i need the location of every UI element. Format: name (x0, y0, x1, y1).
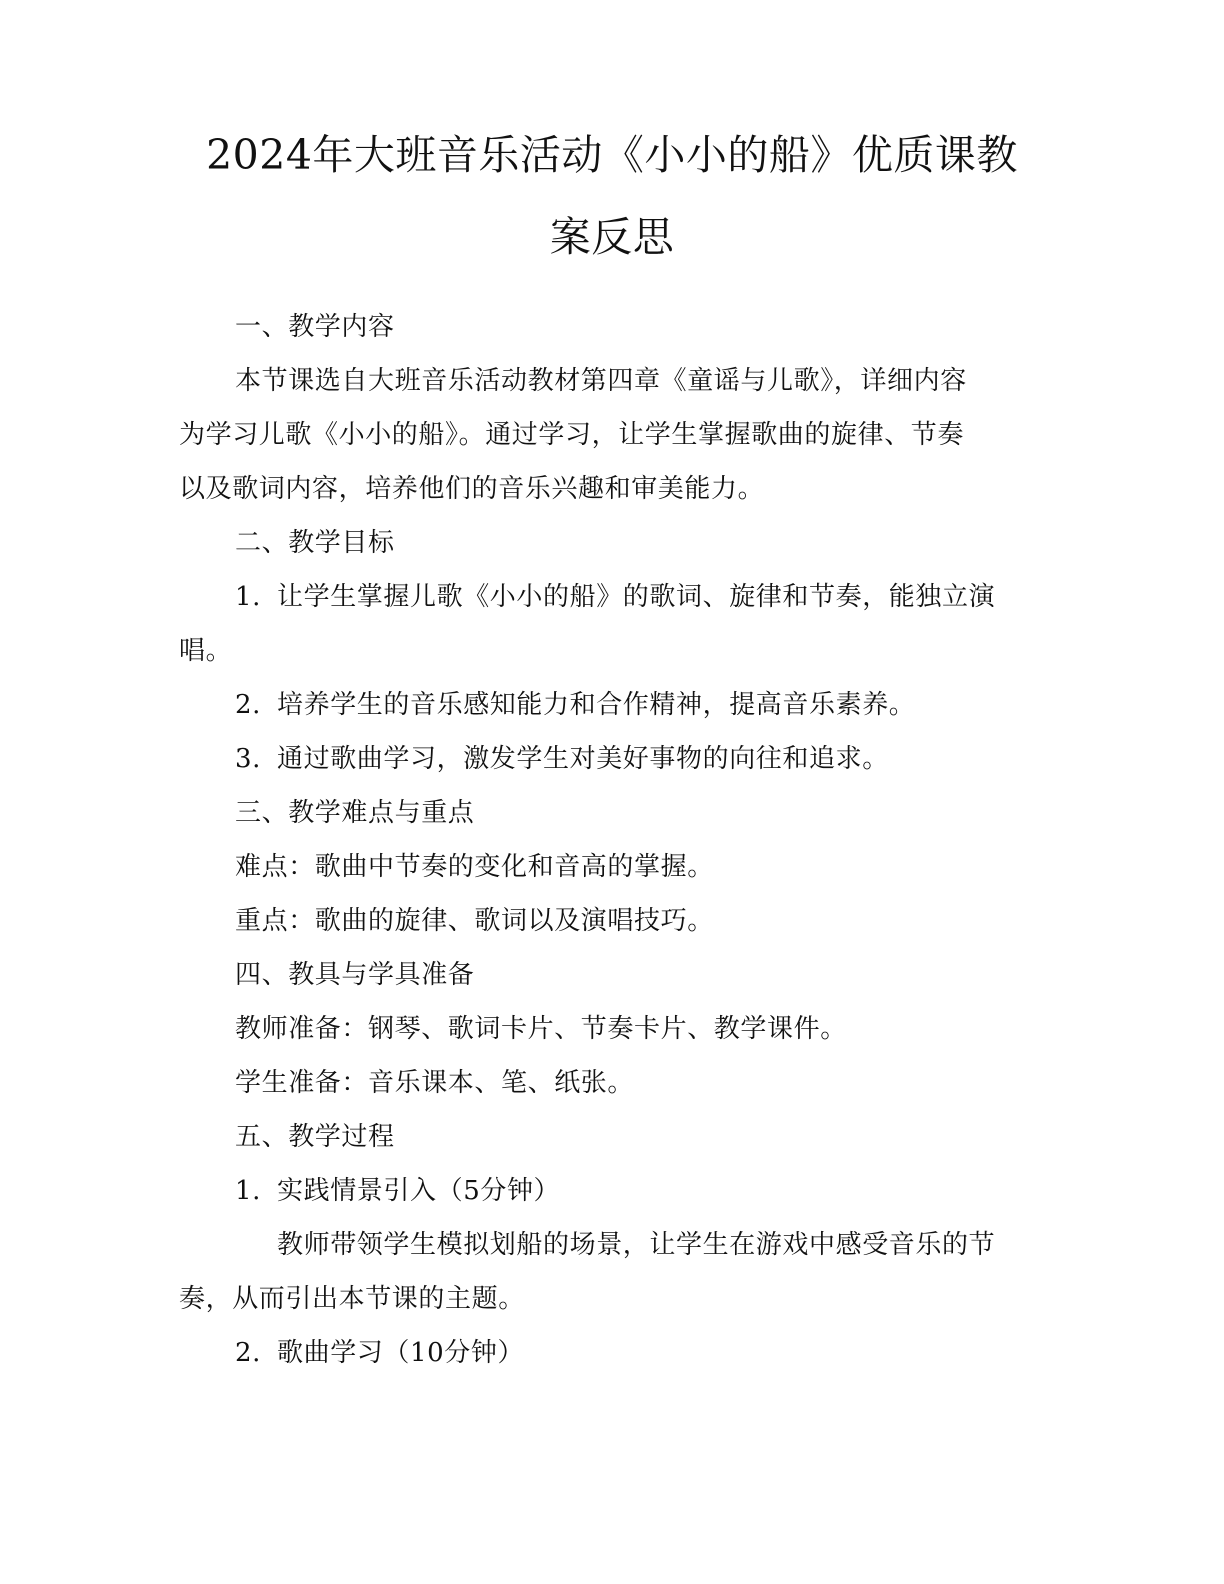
objective-item-3 (235, 742, 889, 776)
document-title-line-2: 案反思 (549, 213, 675, 261)
student-materials-line: 学生准备：音乐课本、笔、纸张。 (235, 1068, 635, 1098)
section-heading-materials: 四、教具与学具准备 (235, 960, 475, 990)
process-step-1 (235, 1174, 560, 1208)
document-title-line-1: 2024年大班音乐活动《小小的船》优质课教 (206, 131, 1018, 179)
section-heading-process: 五、教学过程 (235, 1122, 395, 1152)
paragraph-line: 本节课选自大班音乐活动教材第四章《童谣与儿歌》，详细内容 (235, 366, 967, 396)
teacher-materials-line: 教师准备：钢琴、歌词卡片、节奏卡片、教学课件。 (235, 1014, 847, 1044)
list-number: 3. (235, 744, 262, 774)
list-text: 实践情景引入（5分钟） (277, 1176, 561, 1206)
list-text: 通过歌曲学习，激发学生对美好事物的向往和追求。 (277, 744, 889, 774)
section-heading-difficulties: 三、教学难点与重点 (235, 798, 475, 828)
list-number: 1. (235, 582, 262, 612)
section-heading-objectives: 二、教学目标 (235, 528, 395, 558)
paragraph-line: 以及歌词内容，培养他们的音乐兴趣和审美能力。 (179, 474, 765, 504)
list-text: 歌曲学习（10分钟） (277, 1338, 525, 1368)
list-text: 培养学生的音乐感知能力和合作精神，提高音乐素养。 (277, 690, 916, 720)
list-text: 让学生掌握儿歌《小小的船》的歌词、旋律和节奏，能独立演 (277, 582, 996, 612)
paragraph-line: 教师带领学生模拟划船的场景，让学生在游戏中感受音乐的节 (277, 1230, 996, 1260)
paragraph-line: 奏，从而引出本节课的主题。 (179, 1284, 525, 1314)
process-step-2 (235, 1336, 524, 1370)
list-number: 1. (235, 1176, 262, 1206)
list-number: 2. (235, 1338, 262, 1368)
difficulty-line: 难点：歌曲中节奏的变化和音高的掌握。 (235, 852, 714, 882)
section-heading-content: 一、教学内容 (235, 312, 395, 342)
list-number: 2. (235, 690, 262, 720)
paragraph-line: 唱。 (179, 636, 233, 666)
key-point-line: 重点：歌曲的旋律、歌词以及演唱技巧。 (235, 906, 714, 936)
objective-item-1 (235, 580, 995, 614)
objective-item-2 (235, 688, 915, 722)
paragraph-line: 为学习儿歌《小小的船》。通过学习，让学生掌握歌曲的旋律、节奏 (179, 420, 965, 450)
